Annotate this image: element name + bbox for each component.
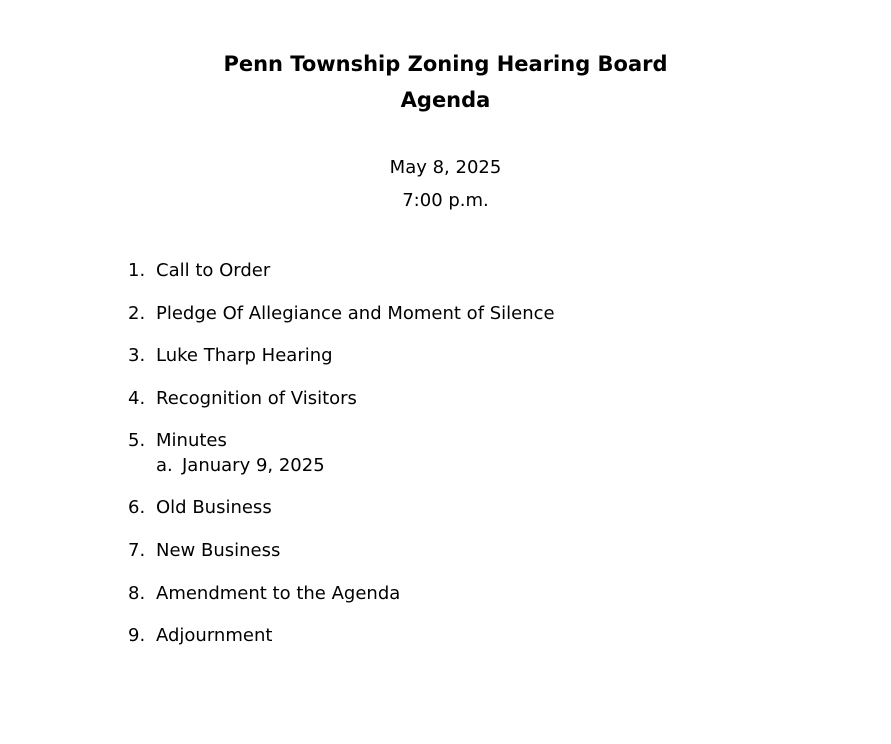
agenda-subitem-text: January 9, 2025 — [182, 455, 325, 477]
agenda-item-number: 3. — [128, 345, 146, 367]
agenda-item-number: 5. — [128, 430, 146, 452]
agenda-item-number: 9. — [128, 625, 146, 647]
agenda-item-number: 1. — [128, 260, 146, 281]
agenda-item-text: Old Business — [156, 497, 272, 519]
agenda-item-text: New Business — [156, 539, 281, 561]
agenda-item-text: Call to Order — [156, 260, 271, 281]
agenda-item — [128, 303, 828, 325]
agenda-item-number: 4. — [128, 387, 146, 409]
agenda-item-text: Minutes — [156, 430, 227, 452]
agenda-item — [128, 540, 828, 562]
agenda-item-text: Amendment to the Agenda — [156, 582, 401, 604]
agenda-item — [128, 388, 828, 410]
agenda-item-text: Pledge Of Allegiance and Moment of Silence — [156, 302, 555, 324]
agenda-item-number: 8. — [128, 582, 146, 604]
agenda-item — [128, 625, 828, 647]
agenda-item — [128, 497, 828, 519]
agenda-item-text: Recognition of Visitors — [156, 387, 357, 409]
board-title: Penn Township Zoning Hearing Board — [223, 52, 668, 76]
meeting-time: 7:00 p.m. — [402, 190, 489, 211]
agenda-item-text: Adjournment — [156, 625, 273, 647]
agenda-item — [128, 260, 828, 282]
agenda-item-number: 7. — [128, 539, 146, 561]
agenda-item — [128, 345, 828, 367]
agenda-item-text: Luke Tharp Hearing — [156, 345, 333, 367]
agenda-subitem-letter: a. — [156, 455, 173, 477]
agenda-item-number: 6. — [128, 497, 146, 519]
agenda-item — [128, 583, 828, 605]
agenda-item-number: 2. — [128, 302, 146, 324]
document-type-title: Agenda — [400, 88, 491, 112]
meeting-date: May 8, 2025 — [389, 157, 502, 178]
agenda-list — [128, 260, 828, 668]
agenda-item — [128, 430, 828, 477]
